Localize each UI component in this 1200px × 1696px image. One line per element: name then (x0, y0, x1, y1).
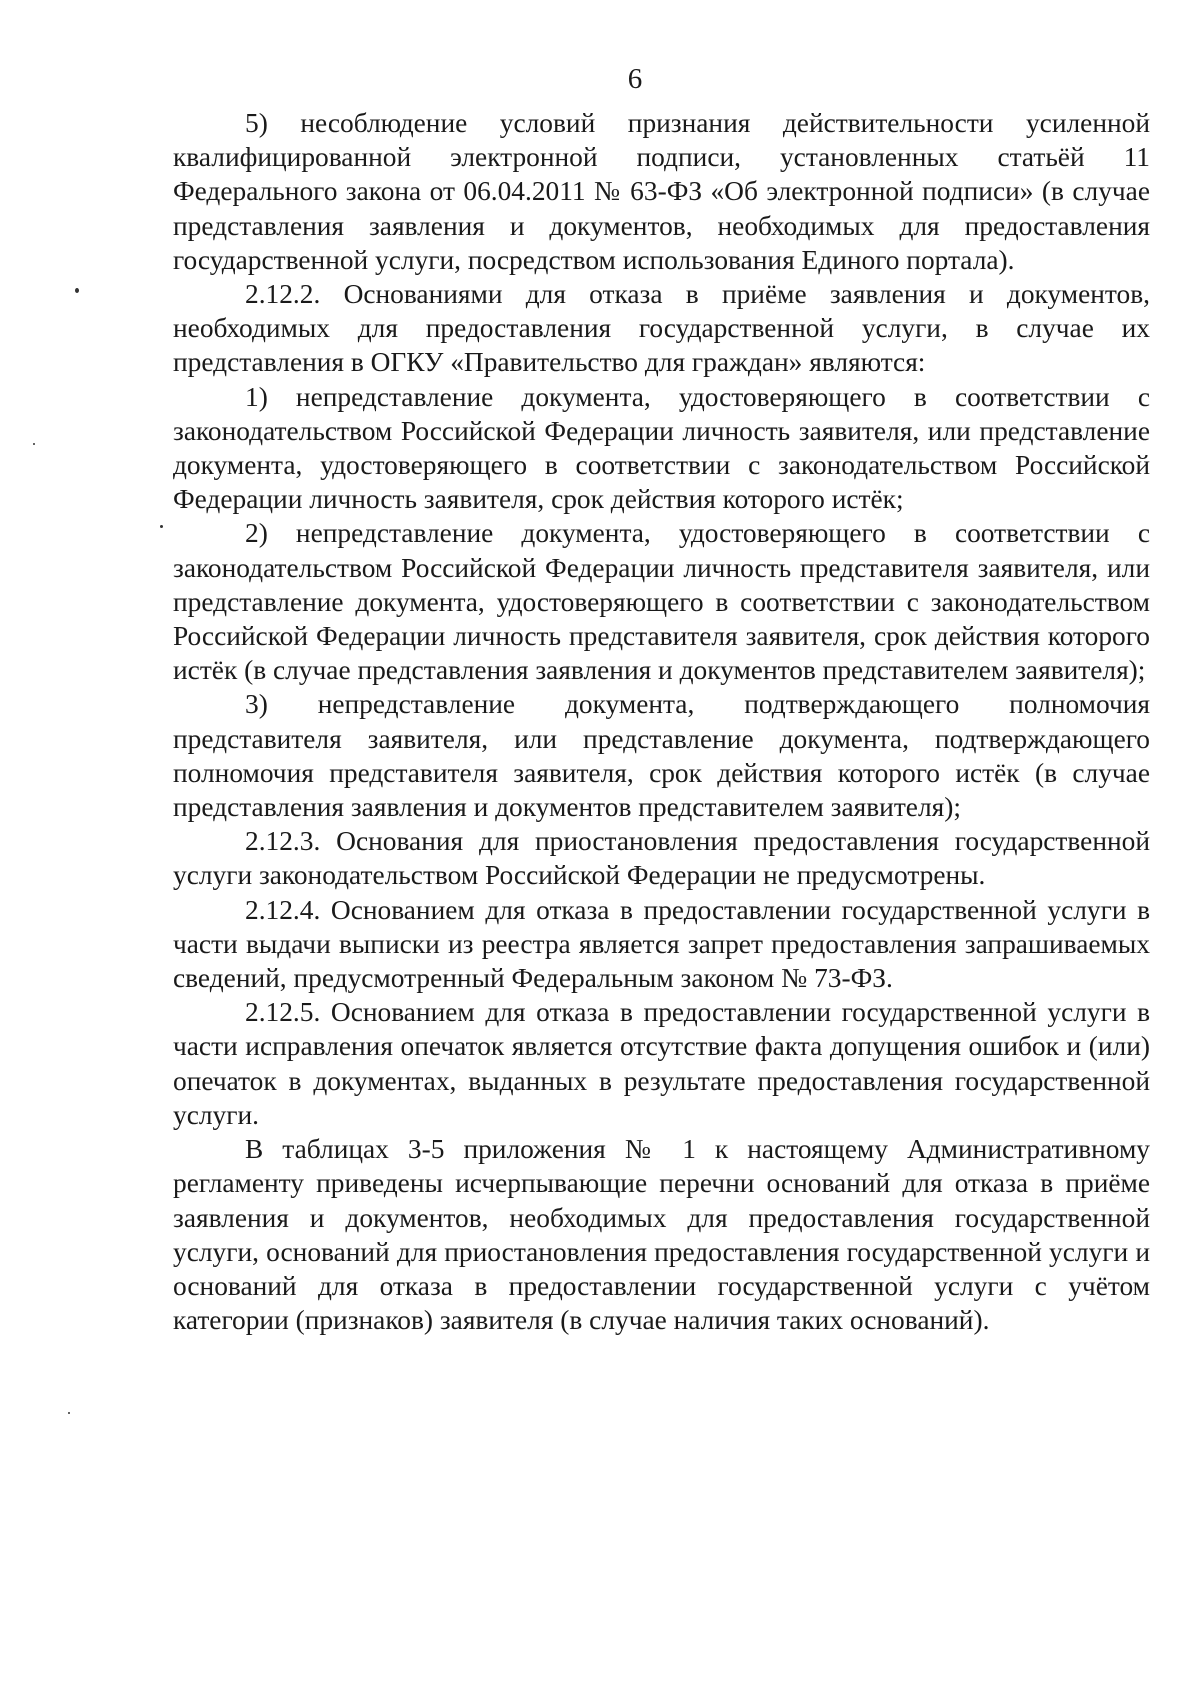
document-body (173, 106, 1150, 1337)
paragraph-2-12-2: 2.12.2. Основаниями для отказа в приёме заявления и документов, необходимых для предоставления государственной услуги, в случае их представления в ОГКУ «Правительство для граждан» являются: (173, 279, 1150, 378)
scan-speck (68, 1412, 70, 1414)
scan-speck (160, 525, 163, 528)
paragraph-2-12-4: 2.12.4. Основанием для отказа в предоставлении государственной услуги в части выдачи выписки из реестра является запрет предоставления запрашиваемых сведений, предусмотренный Федеральным законом № 73-ФЗ. (173, 894, 1150, 994)
scan-speck (75, 288, 79, 293)
scan-speck (33, 443, 35, 445)
paragraph-2-12-3: 2.12.3. Основания для приостановления предоставления государственной услуги законодательством Российской Федерации не предусмотрены. (173, 826, 1150, 891)
paragraph-tables-note: В таблицах 3-5 приложения № 1 к настоящему Административному регламенту приведены исчерпывающие перечни оснований для отказа в приёме заявления и документов, необходимых для предоставления государственной услуги, оснований для приостановления предоставления государственной услуги и оснований для отказа в предоставлении государственной услуги с учётом категории (признаков) заявителя (в случае наличия таких оснований). (173, 1134, 1150, 1336)
paragraph-2-12-5: 2.12.5. Основанием для отказа в предоставлении государственной услуги в части исправления опечаток является отсутствие факта допущения ошибок и (или) опечаток в документах, выданных в результате предоставления государственной услуги. (173, 997, 1150, 1130)
paragraph-item-1: 1) непредставление документа, удостоверяющего в соответствии с законодательством Российской Федерации личность заявителя, или представление документа, удостоверяющего в соответствии с законодательством Российской Федерации личность заявителя, срок действия которого истёк; (173, 381, 1150, 515)
paragraph-item-5: 5) несоблюдение условий признания действительности усиленной квалифицированной электронной подписи, установленных статьёй 11 Федерального закона от 06.04.2011 № 63-ФЗ «Об электронной подписи» (в случае представления заявления и документов, необходимых для предоставления государственной услуги, посредством использования Единого портала). (173, 108, 1150, 275)
paragraph-item-3: 3) непредставление документа, подтверждающего полномочия представителя заявителя, или представление документа, подтверждающего полномочия представителя заявителя, срок действия которого истёк (в случае представления заявления и документов представителем заявителя); (173, 689, 1150, 823)
page-number: 6 (627, 63, 643, 95)
paragraph-item-2: 2) непредставление документа, удостоверяющего в соответствии с законодательством Российской Федерации личность представителя заявителя, или представление документа, удостоверяющего в соответствии с законодательством Российской Федерации личность представителя заявителя, срок действия которого истёк (в случае представления заявления и документов представителем заявителя); (173, 518, 1150, 686)
